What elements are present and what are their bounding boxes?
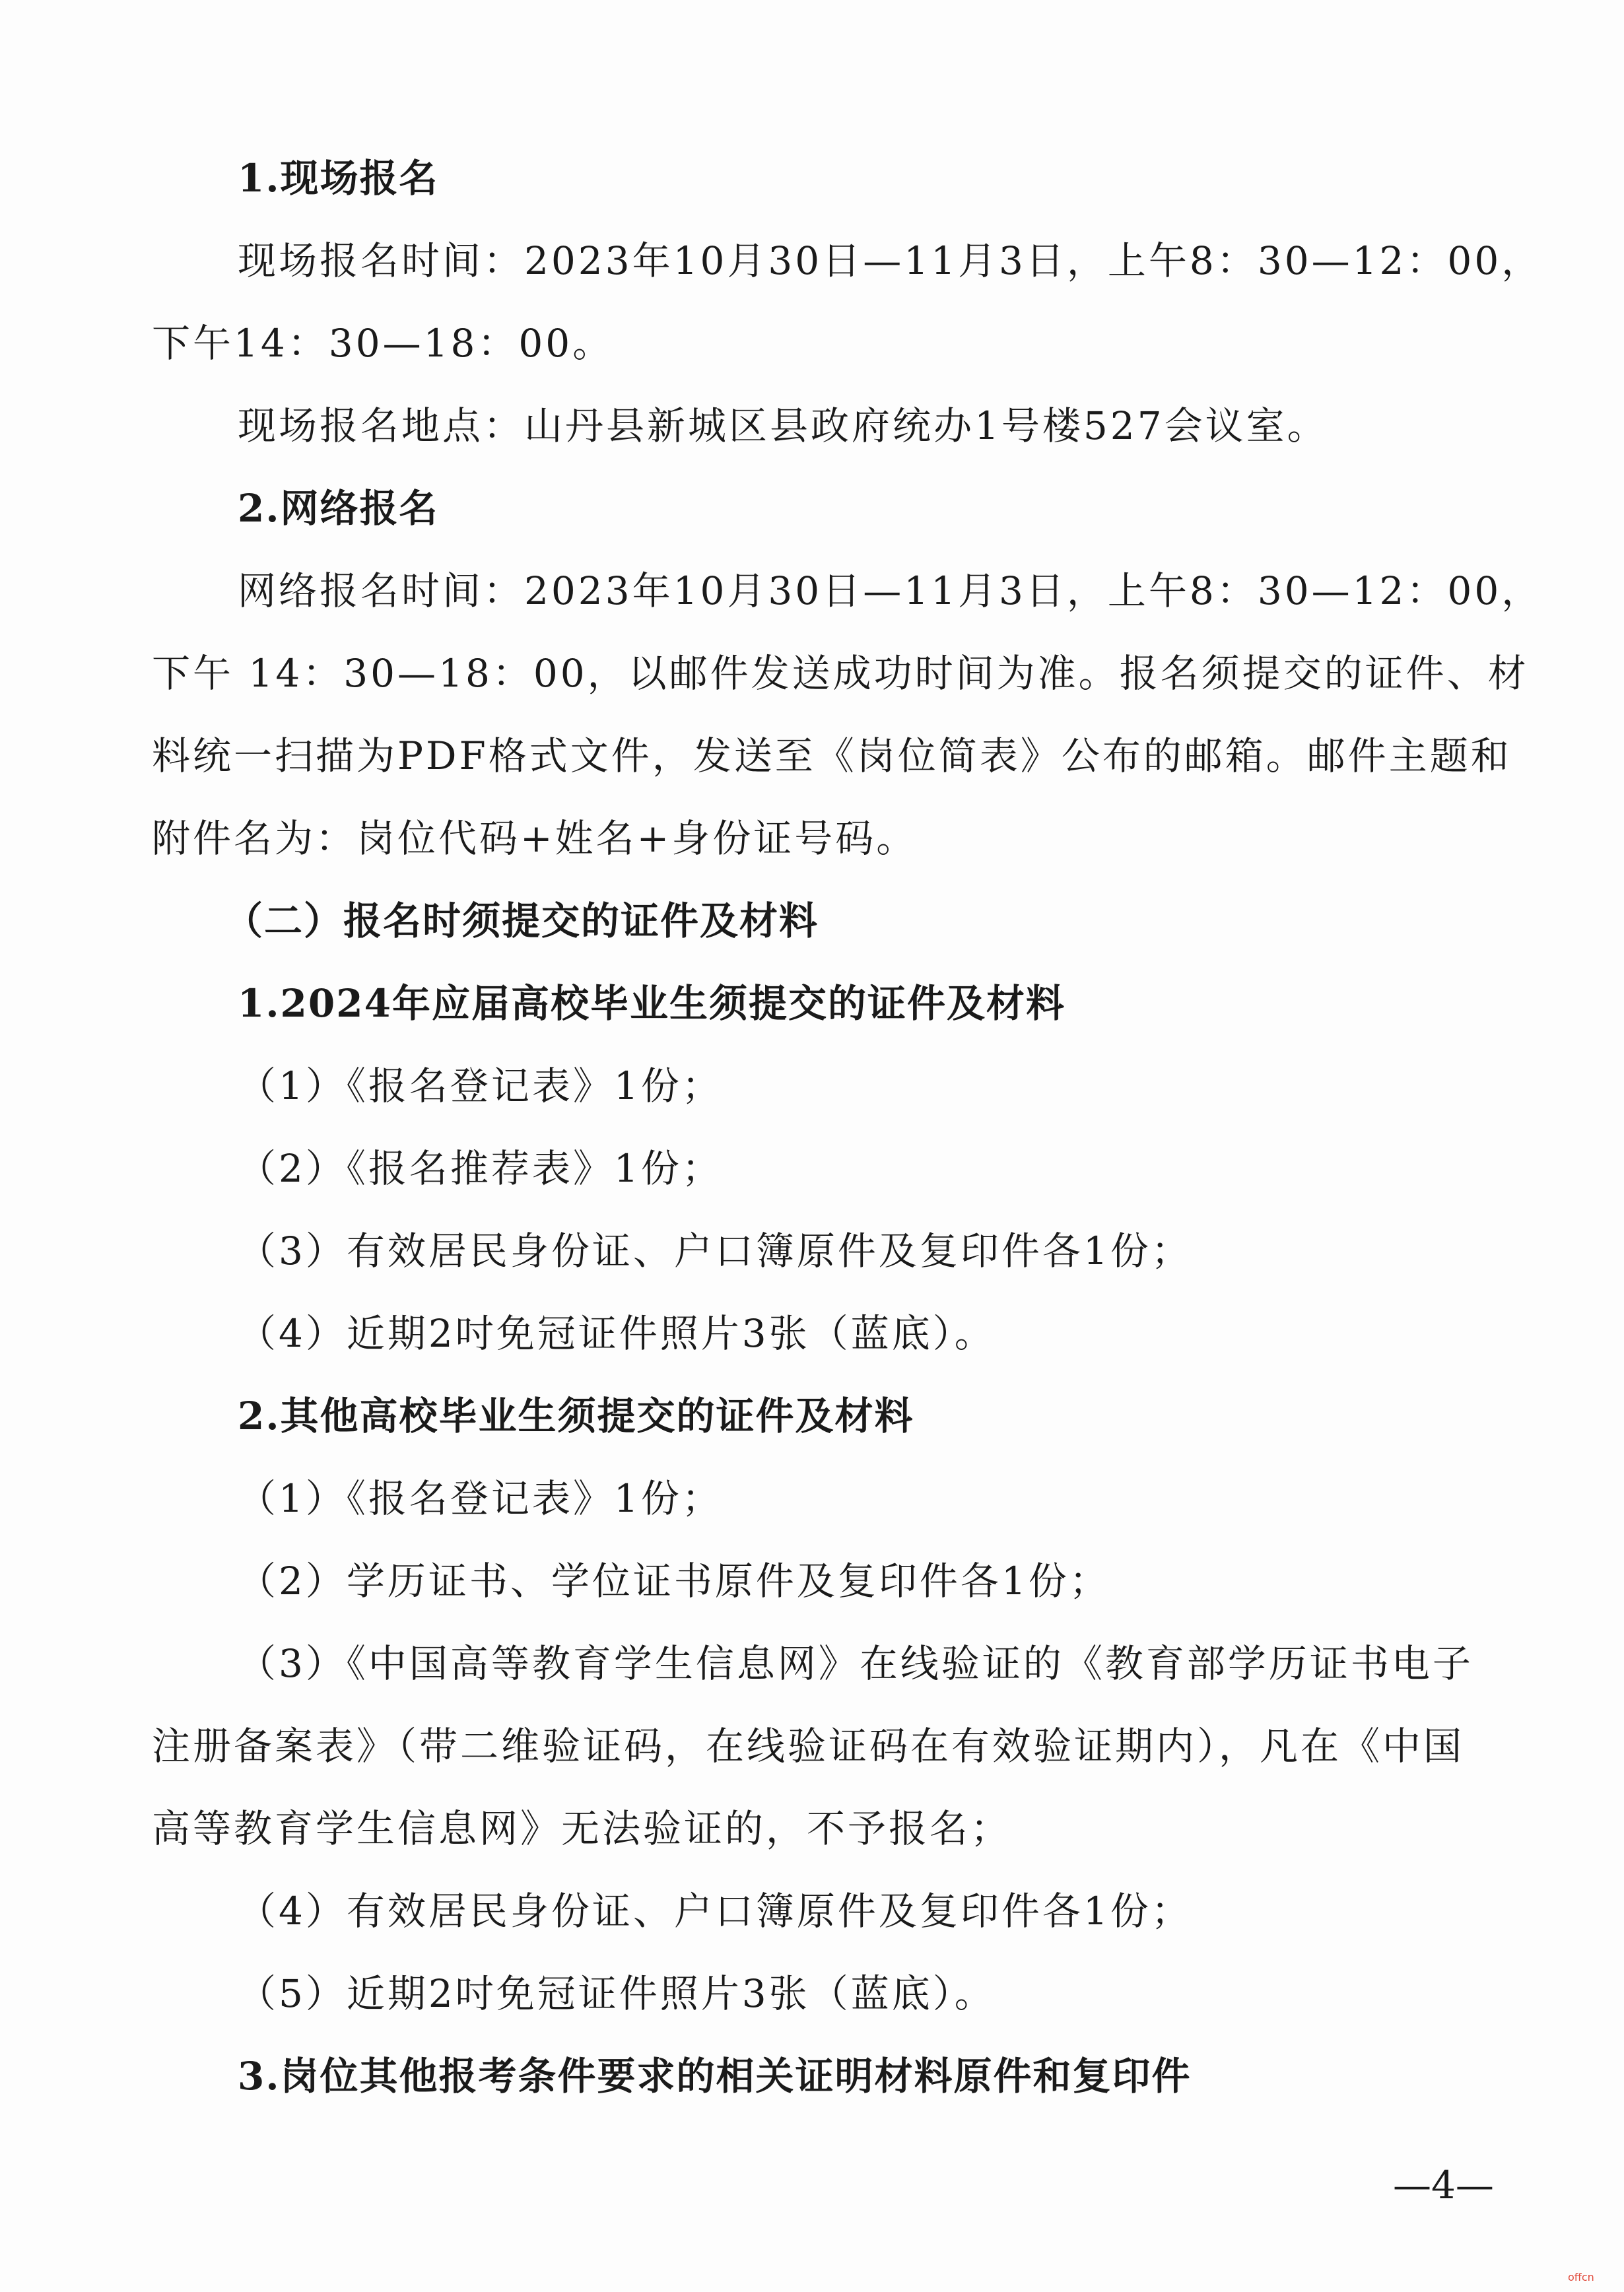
list-item: （3）有效居民身份证、户口簿原件及复印件各1份； bbox=[238, 1229, 1192, 1273]
list-item-continuation: 高等教育学生信息网》无法验证的，不予报名； bbox=[152, 1806, 1012, 1851]
list-item: （5）近期2吋免冠证件照片3张（蓝底）。 bbox=[238, 1971, 996, 2016]
heading-online-registration: 2.网络报名 bbox=[238, 486, 439, 531]
list-item: （4）近期2吋免冠证件照片3张（蓝底）。 bbox=[238, 1311, 996, 1356]
paragraph-line: 网络报名时间：2023年10月30日—11月3日，上午8：30—12：00， bbox=[238, 568, 1543, 613]
paragraph-line: 料统一扫描为PDF格式文件，发送至《岗位简表》公布的邮箱。邮件主题和 bbox=[152, 733, 1512, 778]
watermark: offcn bbox=[1568, 2271, 1594, 2283]
heading-other-graduates: 2.其他高校毕业生须提交的证件及材料 bbox=[238, 1394, 914, 1438]
paragraph-line: 下午 14：30—18：00，以邮件发送成功时间为准。报名须提交的证件、材 bbox=[152, 651, 1529, 696]
list-item: （2）《报名推荐表》1份； bbox=[238, 1146, 723, 1191]
list-item: （2）学历证书、学位证书原件及复印件各1份； bbox=[238, 1559, 1110, 1603]
page-number: —4— bbox=[1393, 2163, 1494, 2208]
list-item: （1）《报名登记表》1份； bbox=[238, 1063, 723, 1108]
section-heading-materials: （二）报名时须提交的证件及材料 bbox=[224, 898, 819, 943]
list-item: （3）《中国高等教育学生信息网》在线验证的《教育部学历证书电子 bbox=[238, 1641, 1473, 1686]
list-item-continuation: 注册备案表》（带二维验证码，在线验证码在有效验证期内），凡在《中国 bbox=[152, 1724, 1465, 1769]
list-item: （4）有效居民身份证、户口簿原件及复印件各1份； bbox=[238, 1889, 1192, 1934]
paragraph-line: 现场报名时间：2023年10月30日—11月3日，上午8：30—12：00， bbox=[238, 238, 1543, 283]
heading-fresh-graduates: 1.2024年应届高校毕业生须提交的证件及材料 bbox=[238, 981, 1066, 1026]
paragraph-line: 现场报名地点：山丹县新城区县政府统办1号楼527会议室。 bbox=[238, 403, 1328, 448]
paragraph-line: 下午14：30—18：00。 bbox=[152, 321, 614, 366]
heading-onsite-registration: 1.现场报名 bbox=[238, 156, 439, 201]
heading-other-requirements: 3.岗位其他报考条件要求的相关证明材料原件和复印件 bbox=[238, 2054, 1192, 2099]
list-item: （1）《报名登记表》1份； bbox=[238, 1476, 723, 1521]
paragraph-line: 附件名为：岗位代码+姓名+身份证号码。 bbox=[152, 816, 918, 861]
